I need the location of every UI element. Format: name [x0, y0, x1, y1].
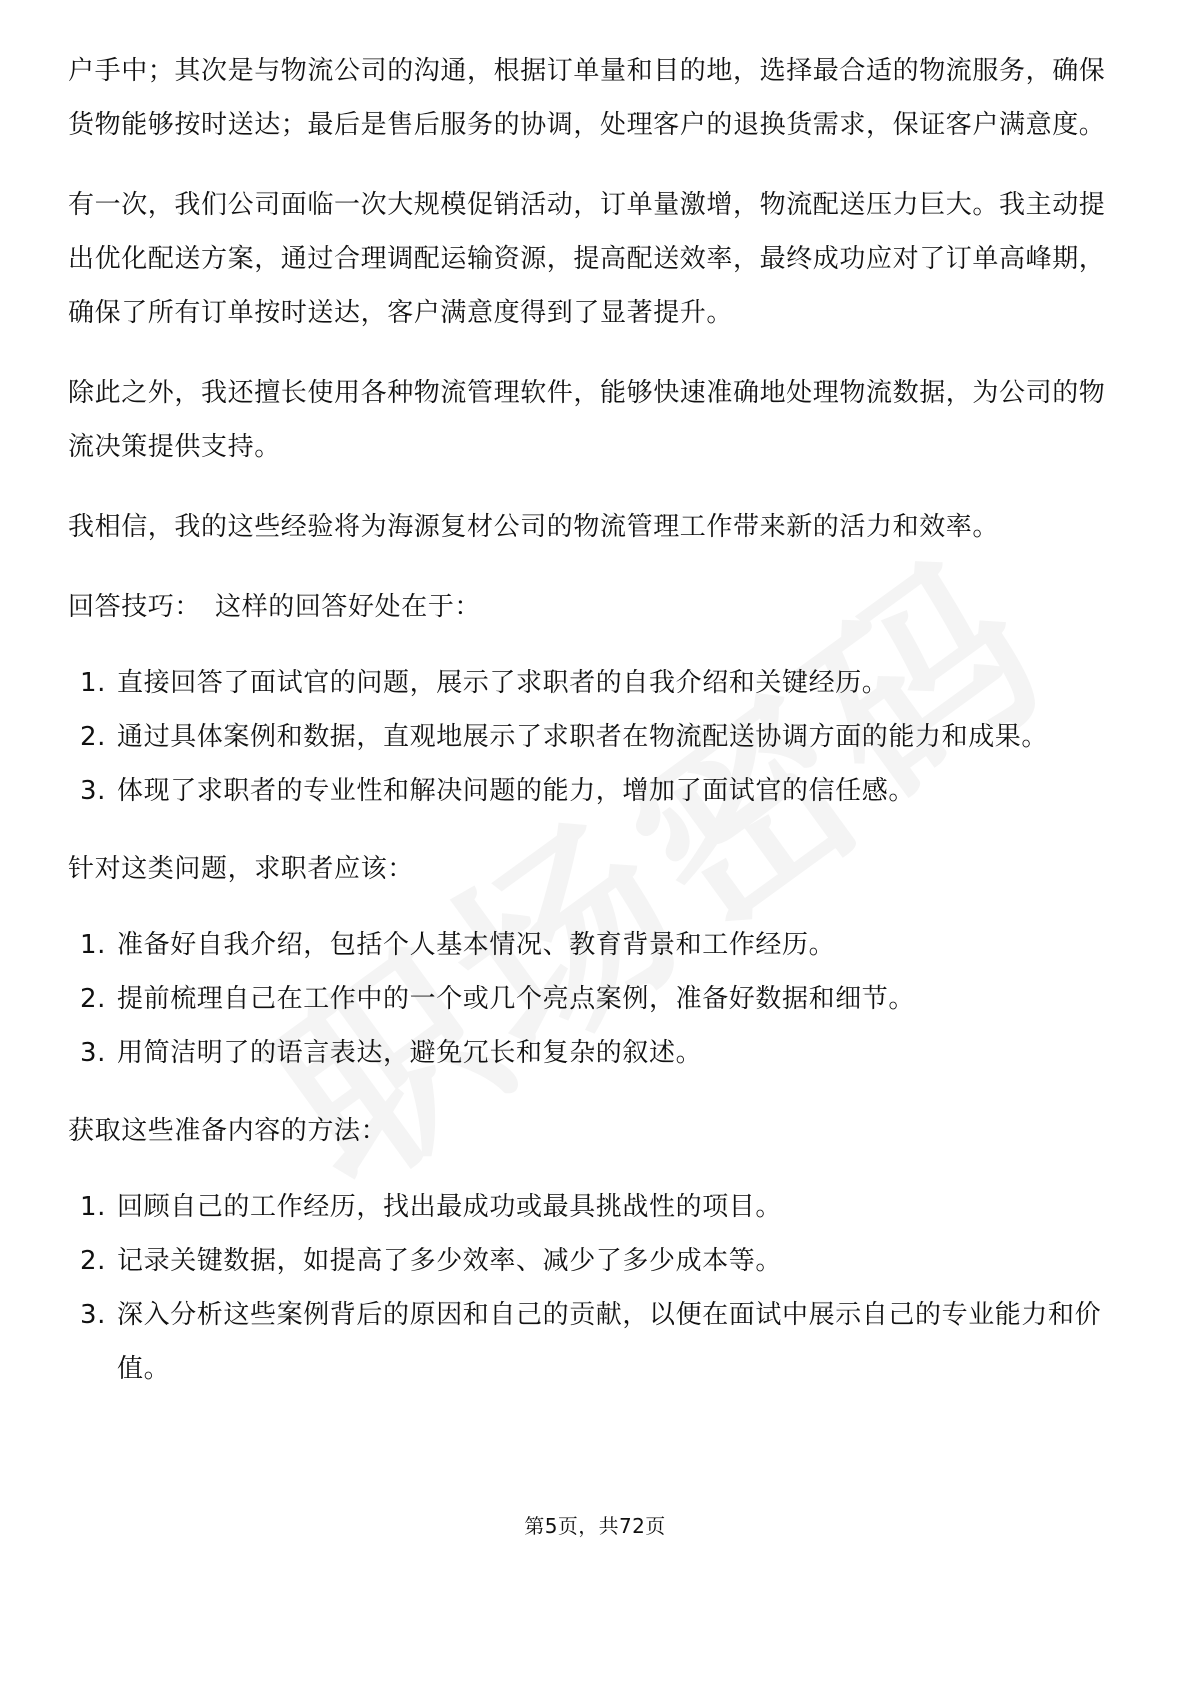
list-item-number: 1. — [80, 1192, 107, 1222]
section-label-answer-tips: 回答技巧： — [68, 592, 202, 622]
page-footer — [0, 1506, 1190, 1546]
list-item — [68, 764, 1128, 818]
paragraph-conclusion: 我相信，我的这些经验将为海源复材公司的物流管理工作带来新的活力和效率。 — [68, 512, 1000, 542]
section-text-answer-tips: 这样的回答好处在于： — [215, 592, 482, 622]
list-item-number: 2. — [80, 722, 107, 752]
list-item — [68, 918, 1128, 972]
list-item — [68, 1026, 1128, 1080]
list-item — [68, 656, 1128, 710]
list-item-text: 深入分析这些案例背后的原因和自己的贡献，以便在面试中展示自己的专业能力和价值。 — [117, 1300, 1102, 1384]
list-answer-tips — [68, 656, 1128, 818]
list-should — [68, 918, 1128, 1080]
list-item — [68, 710, 1128, 764]
list-item-text: 提前梳理自己在工作中的一个或几个亮点案例，准备好数据和细节。 — [117, 984, 916, 1014]
page-number: 第5页，共72页 — [524, 1514, 666, 1538]
list-item — [68, 972, 1128, 1026]
list-item-number: 2. — [80, 1246, 107, 1276]
list-item — [68, 1180, 1128, 1234]
list-item-text: 记录关键数据，如提高了多少效率、减少了多少成本等。 — [117, 1246, 783, 1276]
paragraph-software-skills: 除此之外，我还擅长使用各种物流管理软件，能够快速准确地处理物流数据，为公司的物流决策提供支持。 — [68, 378, 1106, 462]
list-item-text: 体现了求职者的专业性和解决问题的能力，增加了面试官的信任感。 — [117, 776, 916, 806]
list-item-number: 1. — [80, 930, 107, 960]
list-methods — [68, 1180, 1128, 1396]
section-heading-methods: 获取这些准备内容的方法： — [68, 1116, 388, 1146]
list-item-text: 准备好自我介绍，包括个人基本情况、教育背景和工作经历。 — [117, 930, 836, 960]
list-item — [68, 1288, 1128, 1396]
list-item-text: 通过具体案例和数据，直观地展示了求职者在物流配送协调方面的能力和成果。 — [117, 722, 1049, 752]
list-item-text: 回顾自己的工作经历，找出最成功或最具挑战性的项目。 — [117, 1192, 783, 1222]
list-item-number: 2. — [80, 984, 107, 1014]
section-heading-answer-tips — [68, 580, 1128, 634]
list-item-number: 1. — [80, 668, 107, 698]
list-item-number: 3. — [80, 776, 107, 806]
paragraph-case-story: 有一次，我们公司面临一次大规模促销活动，订单量激增，物流配送压力巨大。我主动提出优化配送方案，通过合理调配运输资源，提高配送效率，最终成功应对了订单高峰期，确保了所有订单按时送达，客户满意度得到了显著提升。 — [68, 190, 1106, 328]
list-item-number: 3. — [80, 1038, 107, 1068]
list-item-number: 3. — [80, 1300, 107, 1330]
section-heading-should: 针对这类问题，求职者应该： — [68, 854, 414, 884]
list-item — [68, 1234, 1128, 1288]
document-body — [68, 44, 1128, 1420]
list-item-text: 用简洁明了的语言表达，避免冗长和复杂的叙述。 — [117, 1038, 703, 1068]
list-item-text: 直接回答了面试官的问题，展示了求职者的自我介绍和关键经历。 — [117, 668, 889, 698]
paragraph-continuation: 户手中；其次是与物流公司的沟通，根据订单量和目的地，选择最合适的物流服务，确保货物能够按时送达；最后是售后服务的协调，处理客户的退换货需求，保证客户满意度。 — [68, 56, 1106, 140]
